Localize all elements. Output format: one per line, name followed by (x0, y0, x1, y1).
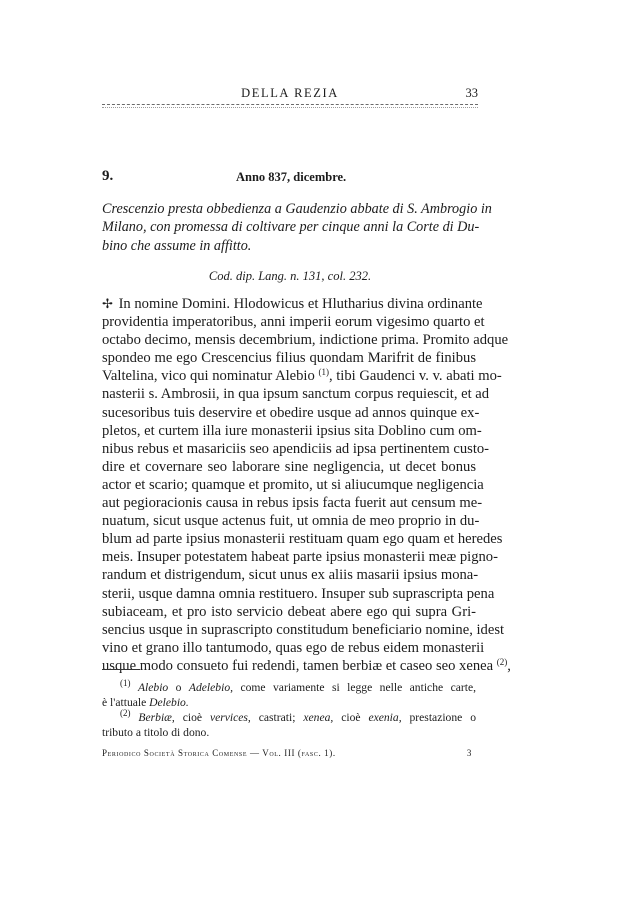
body-line: spondeo me ego Crescencius filius quondam Marifrit de finibus (102, 350, 476, 367)
body-line-text: , tibi Gaudenci v. v. abati mo- (328, 368, 502, 385)
footnote-2: $^{(2)}$ Berbiæ, cioè vervices, castrati; xenea, cioè exenia, prestazione o (120, 708, 477, 724)
body-line-text: usque modo consueto fui redendi, tamen berbiæ et caseo seo xenea (102, 657, 494, 674)
body-line: meis. Insuper potestatem habeat parte ipsius monasterii meæ pigno- (102, 549, 498, 566)
signature-number: 3 (466, 748, 472, 758)
body-line-text: In nomine Domini. Hlodowicus et Hlutharius divina ordinante (118, 296, 483, 312)
document-date: Anno 837, dicembre. (236, 170, 347, 184)
body-line (102, 367, 502, 385)
source-citation: Cod. dip. Lang. n. 131, col. 232. (208, 269, 372, 283)
cross-symbol: ✢ (102, 296, 113, 311)
body-line: vino et grano illo tantumodo, quas ego de rebus eidem monasterii (102, 639, 485, 656)
body-line: nibus rebus et masariciis seo apendiciis ad ipsa pertinentem custo- (102, 440, 490, 457)
body-line: subiaceam, et pro isto servicio debeat abere ego qui supra Gri- (102, 603, 476, 620)
running-head (102, 86, 478, 104)
printer-line (102, 748, 476, 762)
body-line (102, 295, 483, 313)
body-line: randum et distrigendum, sicut unus ex aliis masarii ipsius mona- (102, 567, 479, 584)
body-line: actor et scario; quamque et promito, ut si aliucumque negligencia (102, 476, 484, 493)
summary-line: Milano, con promessa di coltivare per cinque anni la Corte di Du- (102, 219, 480, 236)
body-line: dire et covernare seo laborare sine negligencia, ut decet bonus (102, 458, 476, 475)
document-heading (102, 168, 478, 188)
body-line: sucesoribus tuis deservire et obedire usque ad annos quinque ex- (102, 404, 480, 421)
body-line: providentia imperatoribus, anni imperii eorum vigesimo quarto et (102, 314, 485, 331)
summary-line: bino che assume in affitto. (102, 237, 252, 254)
footnote-2-cont: tributo a titolo di dono. (102, 726, 210, 739)
footnote-rule (102, 669, 140, 670)
page-number: 33 (465, 86, 478, 100)
footnote-ref-1: (1) (318, 367, 329, 378)
body-line (102, 656, 511, 675)
body-line: aut pegioracionis causa in rebus ipsis facta fuerit aut censum me- (102, 495, 483, 512)
body-line: nuatum, sicut usque actenus fuit, ut omnia de meo proprio in du- (102, 513, 480, 530)
journal-signature: Periodico Società Storica Comense — Vol. III (fasc. 1). (102, 748, 336, 758)
body-text (102, 295, 511, 675)
body-line: pletos, et curtem illa iure monasterii ipsius sita Doblino cum om- (102, 422, 482, 439)
body-line: sterii, usque damna omnia restituero. Insuper sub suprascripta pena (102, 585, 495, 602)
footnote-2-mark: (2) (120, 708, 131, 718)
body-line: octabo decimo, mensis decembrium, indictione prima. Promito adque (102, 332, 509, 349)
document-summary (102, 200, 492, 255)
body-line: sencius usque in suprascripto constitudum beneficiario nomine, idest (102, 621, 505, 638)
body-line: nasterii s. Ambrosii, in qua ipsum sanctum corpus requiescit, et ad (102, 386, 490, 403)
footnote-1: $^{(1)}$ Alebio o Adelebio, come variamente si legge nelle antiche carte, (120, 678, 476, 694)
footnote-1-cont: è l'attuale Delebio. (102, 696, 189, 709)
footnote-ref-2: (2) (496, 656, 508, 667)
header-rule (102, 104, 478, 105)
document-number: 9. (102, 168, 114, 184)
summary-line: Crescenzio presta obbedienza a Gaudenzio abbate di S. Ambrogio in (102, 201, 492, 217)
body-line: blum ad parte ipsius monasterii restituam quam ego quam et heredes (102, 531, 503, 548)
body-line-text: , (507, 657, 511, 674)
running-title: DELLA REZIA (241, 86, 339, 100)
footnote-1-mark: (1) (120, 678, 131, 688)
header-rule-secondary (102, 107, 478, 108)
footnotes (102, 680, 476, 740)
body-line-text: Valtelina, vico qui nominatur Alebio (102, 368, 315, 385)
